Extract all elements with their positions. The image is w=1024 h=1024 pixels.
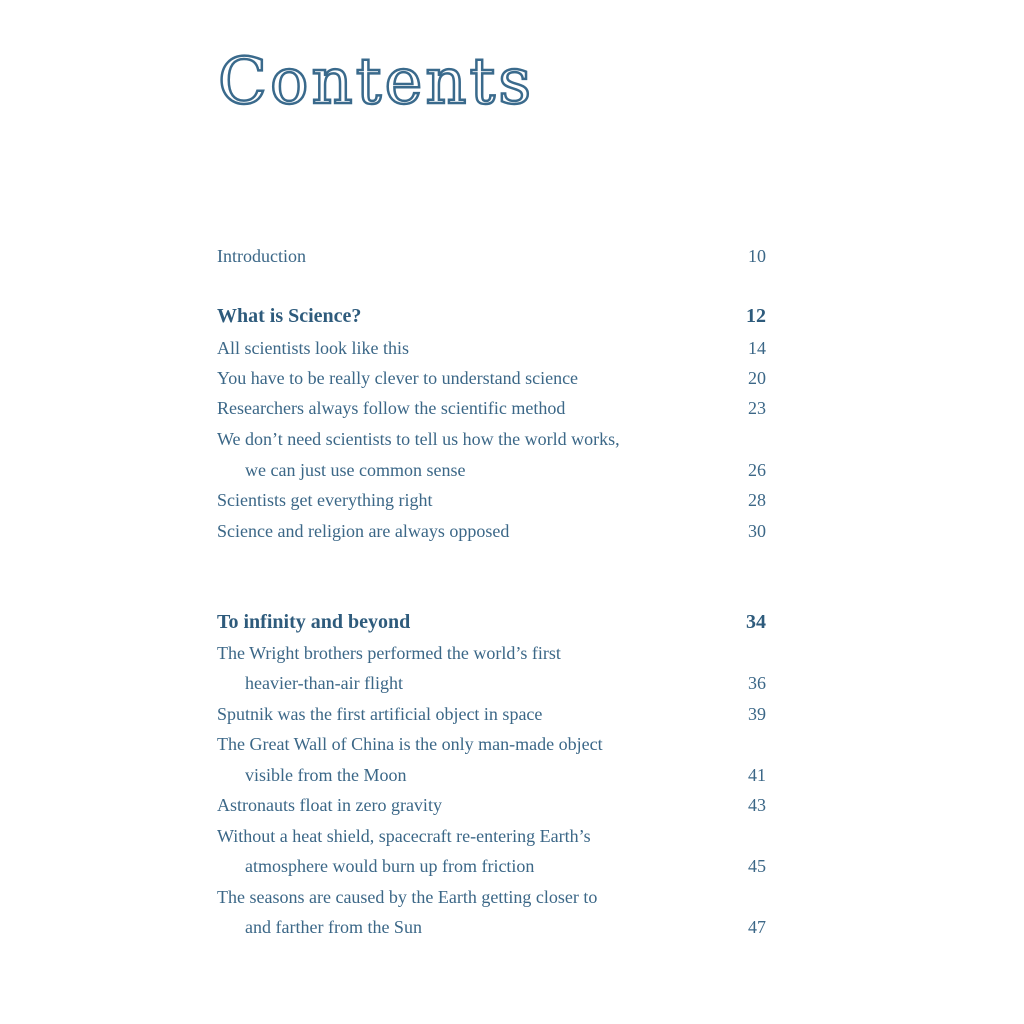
toc-entry: [0, 699, 1024, 729]
toc-entry-page: 26: [748, 460, 766, 480]
toc-entry: [0, 363, 1024, 393]
toc-entry-label: and farther from the Sun: [245, 917, 422, 937]
toc-section-label: What is Science?: [217, 305, 362, 327]
toc-entry-page: 36: [748, 673, 766, 693]
toc-entry-continuation: [0, 851, 1024, 881]
toc-entry-page: 39: [748, 704, 766, 724]
toc-section-heading: [0, 301, 1024, 331]
toc-entry-page: 47: [748, 917, 766, 937]
toc-entry-page: 30: [748, 521, 766, 541]
toc-entry: [0, 424, 1024, 454]
toc-entry-page: 10: [748, 246, 766, 266]
toc-entry-page: 23: [748, 398, 766, 418]
toc-entry-label: Without a heat shield, spacecraft re-entering Earth’s: [217, 826, 591, 846]
toc-entry: [0, 821, 1024, 851]
toc-entry-label: Science and religion are always opposed: [217, 521, 510, 541]
toc-entry-continuation: [0, 455, 1024, 485]
toc-entry-continuation: [0, 912, 1024, 942]
toc-entry-page: 45: [748, 856, 766, 876]
toc-entry-label: Sputnik was the first artificial object in space: [217, 704, 543, 724]
toc-entry-label: The Great Wall of China is the only man-made object: [217, 734, 603, 754]
toc-section-label: To infinity and beyond: [217, 611, 411, 633]
toc-entry: [0, 333, 1024, 363]
toc-entry-label: Introduction: [217, 246, 306, 266]
toc-entry-label: All scientists look like this: [217, 338, 409, 358]
toc-section-heading: [0, 607, 1024, 637]
toc-entry-page: 43: [748, 795, 766, 815]
toc-entry-continuation: [0, 668, 1024, 698]
toc-entry-label: atmosphere would burn up from friction: [245, 856, 535, 876]
toc-entry: [0, 882, 1024, 912]
toc-entry: [0, 516, 1024, 546]
toc-entry: [0, 485, 1024, 515]
toc-entry-label: The Wright brothers performed the world’s first: [217, 643, 561, 663]
toc-entry-page: 14: [748, 338, 766, 358]
toc-entry-page: 20: [748, 368, 766, 388]
toc-entry-label: visible from the Moon: [245, 765, 407, 785]
toc-entry: [0, 241, 1024, 271]
toc-entry-page: 28: [748, 490, 766, 510]
toc-section-page: 12: [746, 305, 766, 327]
toc-entry-label: Astronauts float in zero gravity: [217, 795, 442, 815]
toc-entry-label: You have to be really clever to understand science: [217, 368, 579, 388]
toc-entry: [0, 790, 1024, 820]
toc-entry-continuation: [0, 760, 1024, 790]
toc-entry-label: The seasons are caused by the Earth getting closer to: [217, 887, 598, 907]
page-title: Contents: [218, 45, 535, 119]
toc-entry-page: 41: [748, 765, 766, 785]
toc-entry-label: we can just use common sense: [245, 460, 466, 480]
toc-entry-label: Researchers always follow the scientific method: [217, 398, 566, 418]
toc-entry: [0, 729, 1024, 759]
toc-section-page: 34: [746, 611, 766, 633]
toc-entry: [0, 638, 1024, 668]
toc-entry: [0, 393, 1024, 423]
toc-entry-label: We don’t need scientists to tell us how the world works,: [217, 429, 620, 449]
toc-entry-label: Scientists get everything right: [217, 490, 433, 510]
toc-entry-label: heavier-than-air flight: [245, 673, 404, 693]
